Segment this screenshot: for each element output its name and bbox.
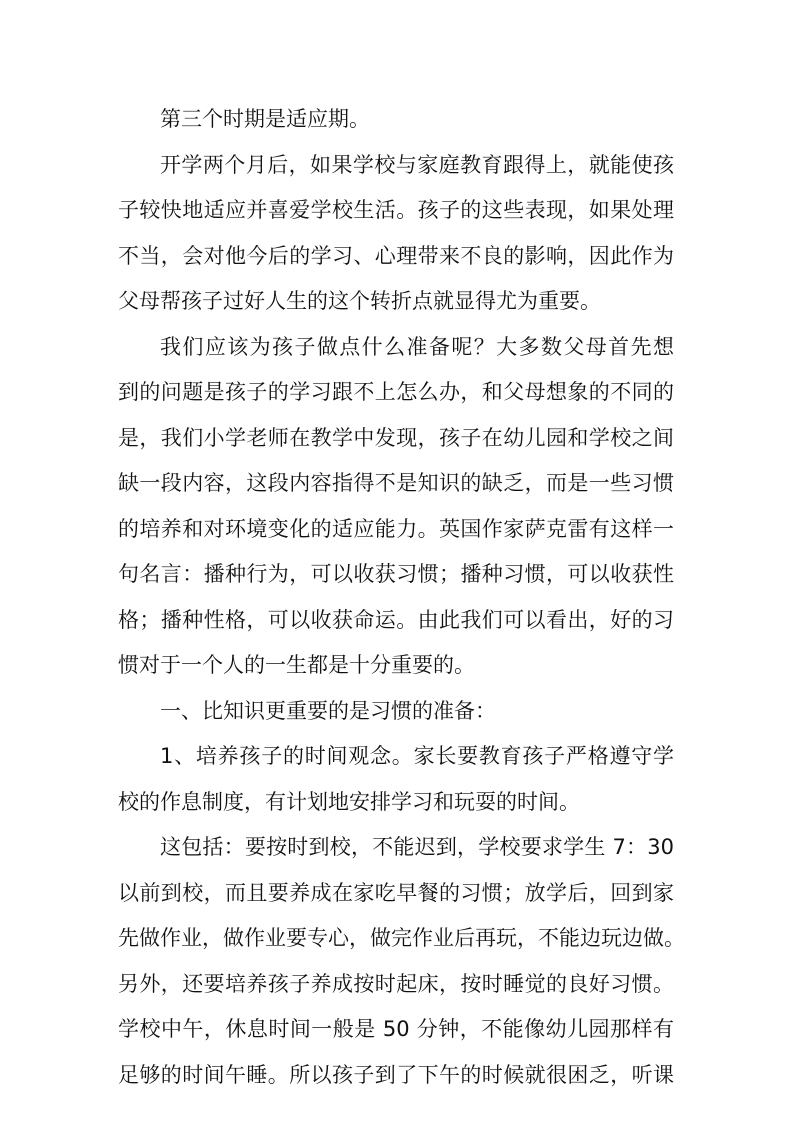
text-line: 句名言：播种行为，可以收获习惯；播种习惯，可以收获性 [118, 562, 674, 586]
text-line: 子较快地适应并喜爱学校生活。孩子的这些表现，如果处理 [118, 198, 674, 222]
text-line: 先做作业，做作业要专心，做完作业后再玩，不能边玩边做。 [118, 926, 685, 950]
text-line: 是，我们小学老师在教学中发现，孩子在幼儿园和学校之间 [118, 425, 674, 450]
text-line: 以前到校，而且要养成在家吃早餐的习惯；放学后，回到家 [118, 880, 674, 905]
text-line: 缺一段内容，这段内容指得不是知识的缺乏，而是一些习惯 [118, 471, 674, 495]
text-line: 到的问题是孩子的学习跟不上怎么办，和父母想象的不同的 [118, 380, 674, 404]
text-line: 开学两个月后，如果学校与家庭教育跟得上，就能使孩 [160, 152, 674, 177]
text-line: 第三个时期是适应期。 [160, 107, 370, 131]
text-line: 惯对于一个人的一生都是十分重要的。 [118, 653, 475, 677]
text-line: 足够的时间午睡。所以孩子到了下午的时候就很困乏，听课 [118, 1062, 674, 1087]
text-line: 格；播种性格，可以收获命运。由此我们可以看出，好的习 [118, 607, 674, 632]
text-line: 校的作息制度，有计划地安排学习和玩耍的时间。 [118, 789, 580, 814]
text-line: 不当，会对他今后的学习、心理带来不良的影响，因此作为 [118, 243, 674, 268]
text-line: 另外，还要培养孩子养成按时起床，按时睡觉的良好习惯。 [118, 971, 674, 996]
text-line: 学校中午，休息时间一般是 50 分钟，不能像幼儿园那样有 [118, 1017, 674, 1041]
section-heading: 一、比知识更重要的是习惯的准备： [160, 698, 496, 723]
text-line: 的培养和对环境变化的适应能力。英国作家萨克雷有这样一 [118, 516, 674, 541]
document-body [118, 97, 685, 1098]
text-line: 1、培养孩子的时间观念。家长要教育孩子严格遵守学 [160, 744, 674, 768]
text-line: 我们应该为孩子做点什么准备呢？大多数父母首先想 [160, 334, 674, 359]
text-line: 父母帮孩子过好人生的这个转折点就显得尤为重要。 [118, 289, 601, 313]
text-line: 这包括：要按时到校，不能迟到，学校要求学生 7：30 [160, 835, 674, 859]
